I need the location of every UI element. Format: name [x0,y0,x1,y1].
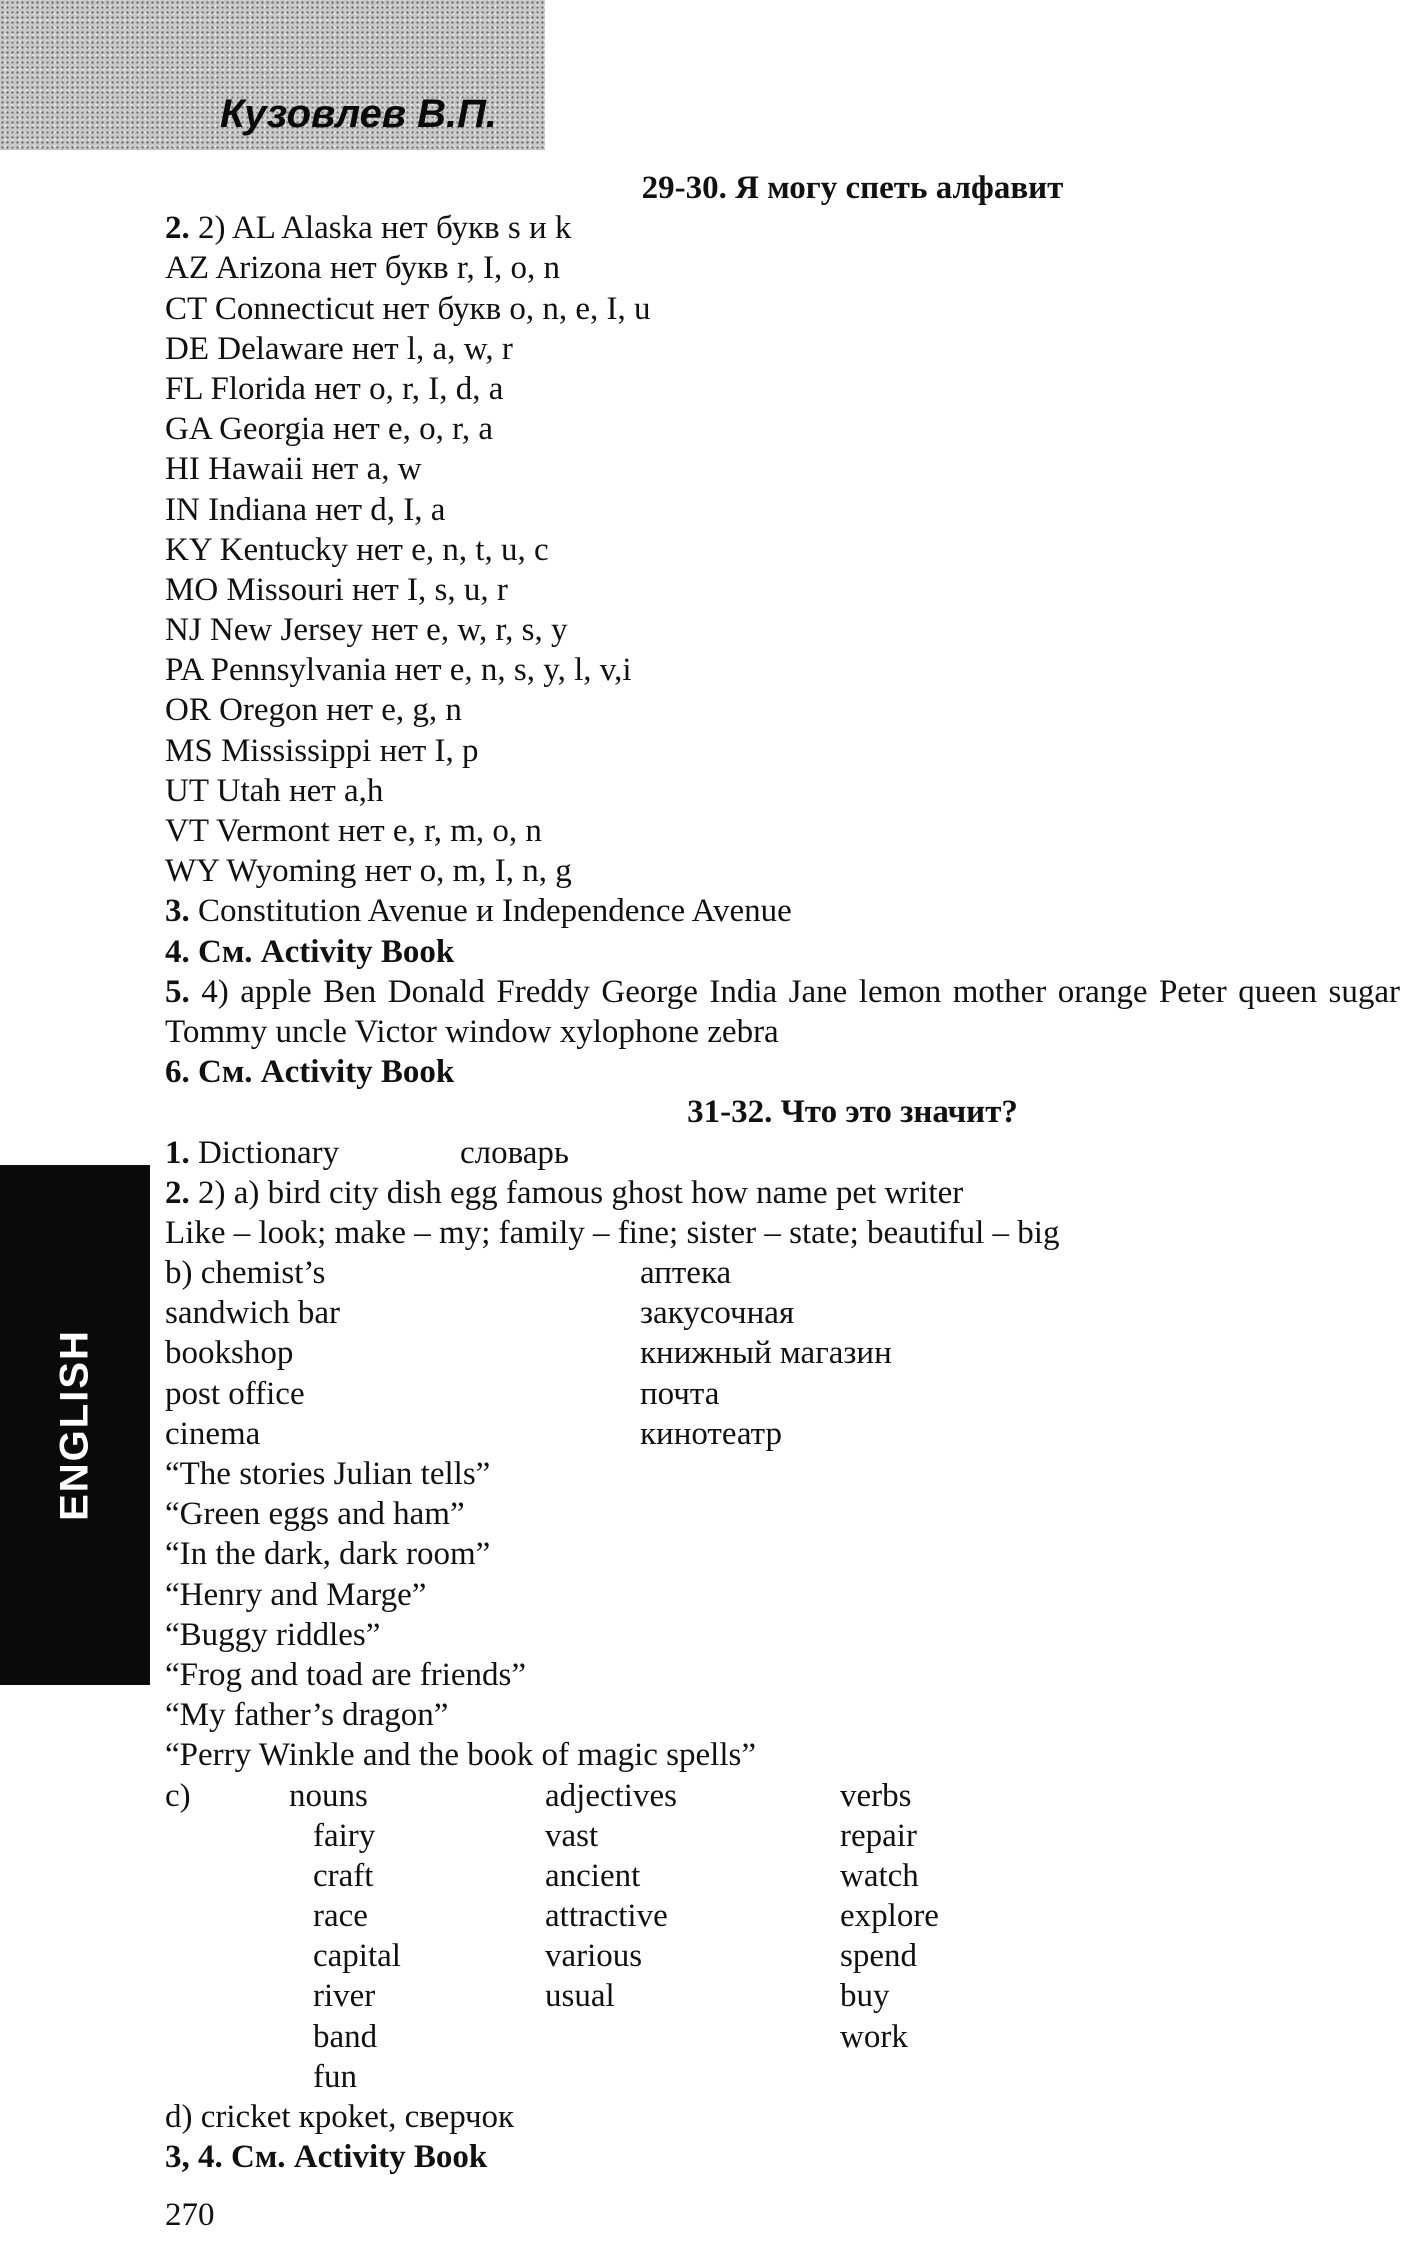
place-en: cinema [165,1415,261,1452]
grid-row [165,1896,1400,1936]
exercise-2-line [165,1173,1400,1213]
state-line: MS Mississippi нет I, p [165,732,479,769]
section-title: 29-30. Я могу спеть алфавит [641,170,1064,206]
place-ru: закусочная [640,1295,795,1332]
exercise-text: 4) apple Ben Donald Freddy George India Jane lemon mother orange Peter queen sugar Tommy uncle Victor window xylophone zebra [165,973,1400,1050]
header-author: Кузовлев В.П. [220,92,498,136]
state-line: WY Wyoming нет o, m, I, n, g [165,853,572,890]
book-title: “My father’s dragon” [165,1697,449,1734]
state-line: DE Delaware нет l, a, w, r [165,330,513,367]
exercise-text: 2) AL Alaska нет букв s и k [189,210,572,247]
nouns-header: nouns [289,1777,368,1814]
noun-item: craft [313,1857,374,1894]
exercise-3-4-line: 3, 4. См. Activity Book [165,2139,488,2176]
adjectives-header: adjectives [545,1777,677,1814]
side-tab [0,1165,150,1685]
book-title: “Henry and Marge” [165,1576,427,1613]
page-number: 270 [165,2197,215,2233]
place-row [165,1374,1400,1414]
grid-header-row [165,1776,1400,1816]
place-ru: почта [640,1375,720,1412]
state-line: MO Missouri нет I, s, u, r [165,571,508,608]
noun-item: river [313,1978,376,2015]
place-en: post office [165,1375,305,1412]
adjective-item: attractive [545,1898,668,1935]
place-en: b) chemist’s [165,1255,326,1292]
header-banner [0,0,545,150]
word-pairs-line: Like – look; make – my; family – fine; sister – state; beautiful – big [165,1214,1060,1251]
verb-item: watch [840,1857,919,1894]
state-line: AZ Arizona нет букв r, I, o, n [165,250,560,287]
noun-item: band [313,2018,378,2055]
grid-row [165,1976,1400,2016]
exercise-number: 1. [165,1134,190,1171]
state-line: HI Hawaii нет a, w [165,451,422,488]
state-line: UT Utah нет a,h [165,772,384,809]
place-en: sandwich bar [165,1295,341,1332]
exercise-number: 5. [165,973,190,1010]
state-line: FL Florida нет o, r, I, d, a [165,370,504,407]
place-ru: кинотеатр [640,1415,783,1452]
state-line: OR Oregon нет e, g, n [165,692,462,729]
state-line: GA Georgia нет e, o, r, a [165,411,493,448]
noun-item: race [313,1898,368,1935]
state-line: KY Kentucky нет e, n, t, u, c [165,531,549,568]
state-line: VT Vermont нет e, r, m, o, n [165,813,542,849]
state-line: CT Connecticut нет букв o, n, e, I, u [165,290,651,327]
verb-item: explore [840,1898,939,1935]
page-content [165,168,1400,2177]
exercise-3-line [165,891,1400,931]
verb-item: buy [840,1978,890,2015]
book-title: “Buggy riddles” [165,1616,381,1653]
verb-item: spend [840,1938,917,1975]
noun-item: fairy [313,1817,376,1854]
vocab-translation: словарь [460,1134,569,1171]
exercise-number: 2. [165,1174,190,1211]
state-line: IN Indiana нет d, I, a [165,491,446,528]
place-row [165,1333,1400,1373]
exercise-1-line [165,1133,1400,1173]
exercise-text: 2) a) bird city dish egg famous ghost how name pet writer [189,1174,964,1211]
exercise-6-line: 6. См. Activity Book [165,1054,455,1091]
exercise-number: 3. [165,893,190,930]
grid-row [165,1816,1400,1856]
state-line: NJ New Jersey нет e, w, r, s, y [165,612,568,649]
verbs-header: verbs [840,1777,912,1814]
book-title: “The stories Julian tells” [165,1456,491,1493]
place-row [165,1253,1400,1293]
exercise-d-line: d) cricket кроket, сверчок [165,2099,515,2136]
exercise-number: 2. [165,210,190,247]
place-row [165,1293,1400,1333]
noun-item: fun [313,2058,357,2095]
vocab-word: Dictionary [189,1134,340,1171]
grid-row [165,2057,1400,2097]
adjective-item: ancient [545,1857,641,1894]
book-title: “In the dark, dark room” [165,1536,491,1573]
state-line: PA Pennsylvania нет e, n, s, y, l, v,i [165,652,632,689]
noun-item: capital [313,1938,401,1975]
book-title: “Green eggs and ham” [165,1496,465,1533]
place-ru: книжный магазин [640,1335,892,1372]
adjective-item: vast [545,1817,599,1854]
verb-item: repair [840,1817,917,1854]
grid-label: c) [165,1777,191,1814]
exercise-text: Constitution Avenue и Independence Avenue [189,893,792,930]
exercise-2-line [165,208,1400,248]
place-en: bookshop [165,1335,294,1372]
section-title: 31-32. Что это значит? [687,1094,1018,1131]
verb-item: work [840,2018,908,2055]
place-row [165,1414,1400,1454]
exercise-4-line: 4. См. Activity Book [165,933,455,970]
grid-row [165,1936,1400,1976]
grid-row [165,1856,1400,1896]
side-tab-label: ENGLISH [52,1329,97,1521]
adjective-item: various [545,1938,643,1975]
grid-row [165,2017,1400,2057]
place-ru: аптека [640,1255,732,1292]
exercise-5-line [165,972,1400,1052]
book-title: “Perry Winkle and the book of magic spells” [165,1737,756,1774]
adjective-item: usual [545,1978,615,2015]
book-title: “Frog and toad are friends” [165,1656,527,1693]
